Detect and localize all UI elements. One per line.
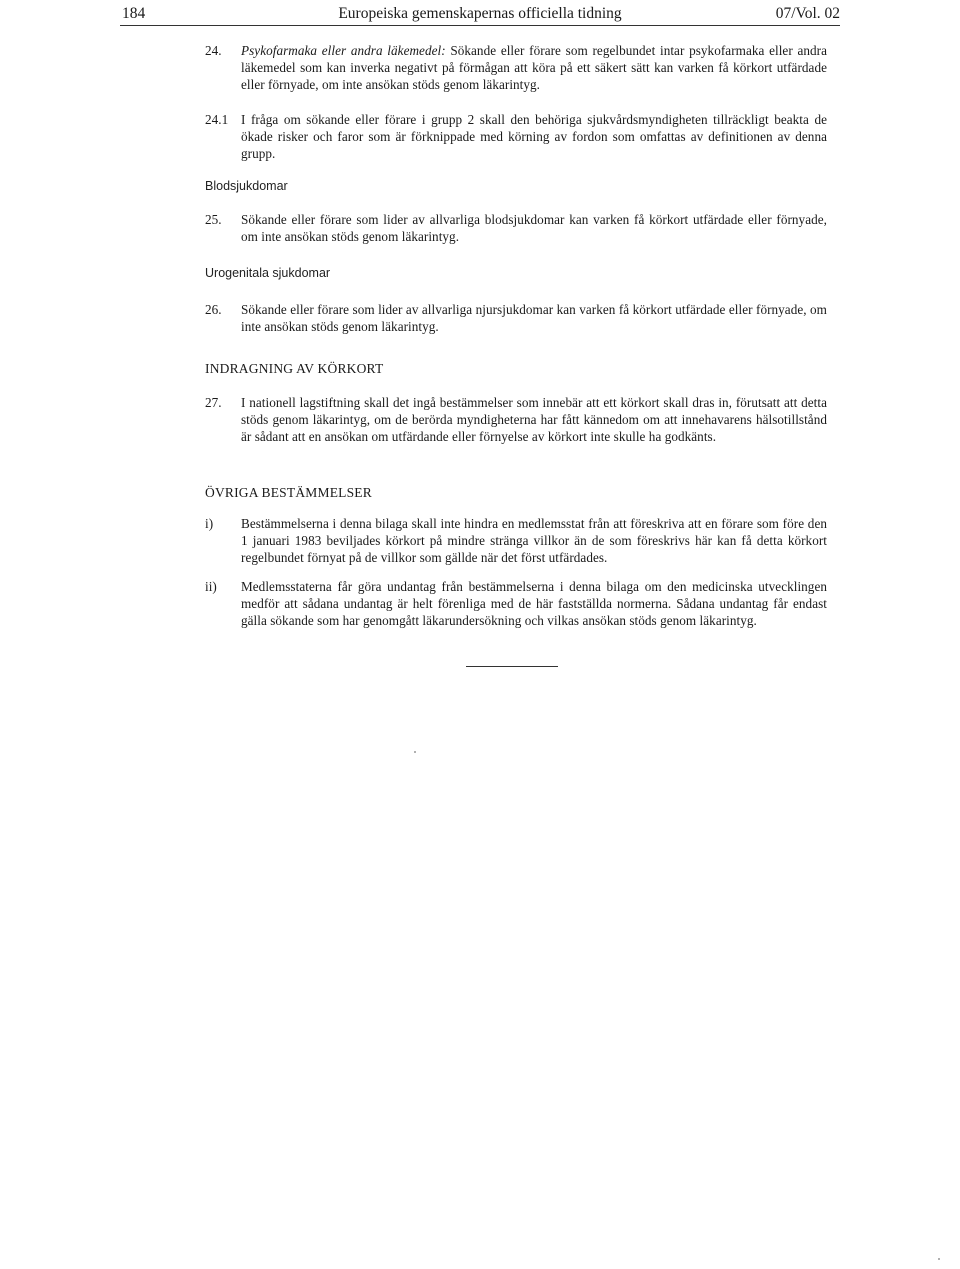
provision-number: ii) xyxy=(205,579,217,594)
scan-speck xyxy=(938,1258,940,1260)
provision-text: Bestämmelserna i denna bilaga skall inte hindra en medlemsstat från att föreskriva att en förare som före den 1 januari 1983 beviljades körkort på mindre stränga villkor än de som föreskrivs här kan få detta körkort regelbundet förnyat på de villkor som gällde när det först utfärdades. xyxy=(241,516,827,565)
header-rule xyxy=(120,25,840,26)
paragraph-26 xyxy=(205,302,827,336)
paragraph-number: 27. xyxy=(205,395,222,410)
paragraph-text: Sökande eller förare som lider av allvarliga blodsjukdomar kan varken få körkort utfärdade eller förnyade, om inte ansökan stöds genom läkarintyg. xyxy=(241,212,827,244)
end-rule xyxy=(466,666,558,667)
heading-blood-diseases: Blodsjukdomar xyxy=(205,179,288,193)
page-header xyxy=(120,4,840,26)
paragraph-text: I fråga om sökande eller förare i grupp 2 skall den behöriga sjukvårdsmyndigheten tillräckligt beakta de ökade risker och faror som är förknippade med körning av fordon som omfattas av definitionen av denna grupp. xyxy=(241,112,827,161)
paragraph-body: Sökande eller förare som regelbundet intar psykofarmaka eller andra läkemedel som kan inverka negativt på förmågan att köra på ett säkert sätt kan varken få körkort utfärdade eller förnyade, om inte ansökan stöds genom läkarintyg. xyxy=(241,43,827,92)
paragraph-number: 25. xyxy=(205,212,222,227)
provision-text: Medlemsstaterna får göra undantag från bestämmelserna i denna bilaga om den medicinska utvecklingen medför att sådana undantag är helt förenliga med de här fastställda normerna. Sådana undantag får endast gälla sökande som har genomgått läkarundersökning och vilkas ansökan stöds genom läkarintyg. xyxy=(241,579,827,628)
paragraph-lead: Psykofarmaka eller andra läkemedel: xyxy=(241,43,446,58)
paragraph-text xyxy=(241,43,827,93)
heading-licence-withdrawal: INDRAGNING AV KÖRKORT xyxy=(205,361,384,376)
page-number: 184 xyxy=(122,5,146,22)
paragraph-text: I nationell lagstiftning skall det ingå bestämmelser som innebär att ett körkort skall dras in, förutsatt att detta stöds genom läkarintyg, om de berörda myndigheterna har fått kännedom om att innehavarens hälsotillstånd är sådant att en ansökan om utfärdande eller förnyelse av körkort inte skulle ha godkänts. xyxy=(241,395,827,444)
paragraph-24-1 xyxy=(205,112,827,162)
scan-speck xyxy=(414,751,416,753)
volume-label: 07/Vol. 02 xyxy=(775,5,840,22)
paragraph-number: 24.1 xyxy=(205,112,229,127)
provision-i xyxy=(205,516,827,566)
paragraph-27 xyxy=(205,395,827,445)
heading-urogenital-diseases: Urogenitala sjukdomar xyxy=(205,266,331,280)
provision-number: i) xyxy=(205,516,214,531)
paragraph-number: 24. xyxy=(205,43,222,58)
heading-other-provisions: ÖVRIGA BESTÄMMELSER xyxy=(205,485,372,500)
paragraph-text: Sökande eller förare som lider av allvarliga njursjukdomar kan varken få körkort utfärdade eller förnyade, om inte ansökan stöds genom läkarintyg. xyxy=(241,302,827,334)
paragraph-25 xyxy=(205,212,827,246)
paragraph-number: 26. xyxy=(205,302,222,317)
journal-title: Europeiska gemenskapernas officiella tidning xyxy=(338,5,622,22)
paragraph-24 xyxy=(205,43,827,93)
provision-ii xyxy=(205,579,827,629)
